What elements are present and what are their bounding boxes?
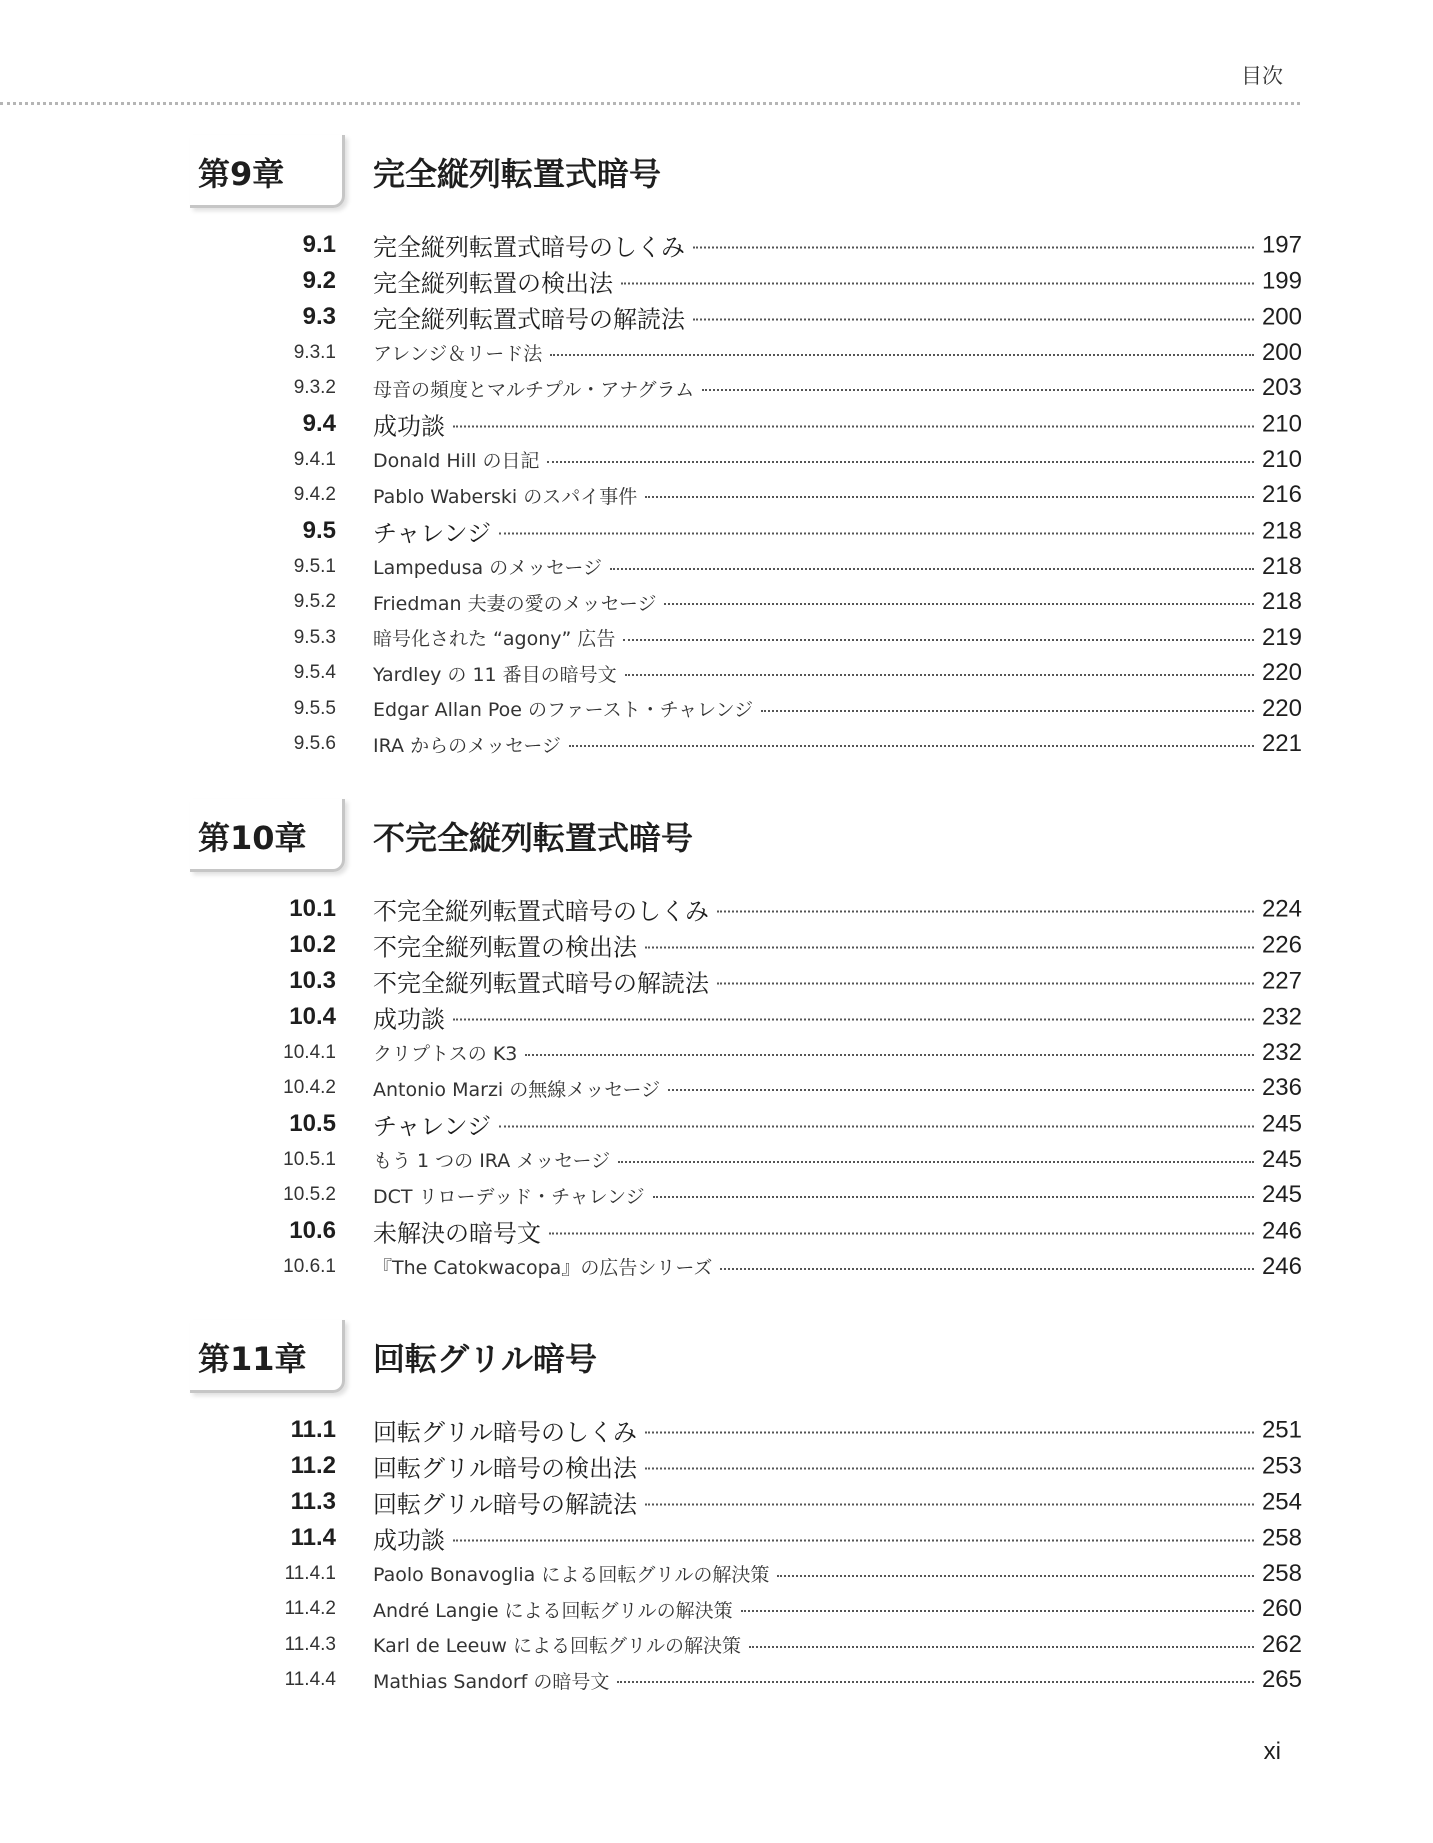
toc-section-entry[interactable] [190, 1106, 1302, 1142]
dot-leader [499, 1125, 1254, 1127]
dot-leader [453, 425, 1254, 427]
chapter-heading [190, 135, 1302, 209]
toc-section-entry[interactable] [190, 406, 1302, 442]
entry-number: 10.2 [289, 931, 336, 958]
entry-number: 9.5.2 [293, 591, 336, 613]
entry-page-number: 232 [1261, 1038, 1302, 1066]
toc-subsection-entry[interactable] [190, 585, 1302, 621]
entry-page-number: 216 [1261, 481, 1302, 509]
entry-number: 9.3 [302, 303, 336, 330]
entry-line [373, 1253, 1302, 1281]
entry-line [373, 1449, 1302, 1484]
entry-number: 10.5.1 [283, 1148, 336, 1170]
entry-line [373, 928, 1302, 963]
entry-line [373, 964, 1302, 999]
entry-page-number: 258 [1261, 1524, 1302, 1551]
entry-number: 11.3 [290, 1488, 336, 1515]
entry-page-number: 218 [1261, 588, 1302, 616]
dot-leader [717, 982, 1254, 984]
entry-line [373, 1146, 1302, 1174]
dot-leader [623, 639, 1254, 641]
chapter-label: 第10章 [198, 819, 307, 857]
chapter-label: 第9章 [198, 155, 285, 193]
dot-leader [761, 710, 1254, 712]
entry-number: 11.4.1 [284, 1562, 336, 1584]
toc-subsection-entry[interactable] [190, 620, 1302, 656]
toc-subsection-entry[interactable] [190, 335, 1302, 371]
entry-title: André Langie による回転グリルの解決策 [373, 1599, 733, 1622]
toc-subsection-entry[interactable] [190, 1249, 1302, 1285]
entry-page-number: 251 [1261, 1416, 1302, 1443]
entry-line [373, 300, 1302, 335]
dot-leader [645, 1467, 1254, 1469]
toc-section-entry[interactable] [190, 1213, 1302, 1249]
dot-leader [717, 910, 1254, 912]
toc-subsection-entry[interactable] [190, 691, 1302, 727]
entry-line [373, 1039, 1302, 1067]
entry-number: 9.5.4 [293, 662, 336, 684]
toc-section-entry[interactable] [190, 1484, 1302, 1520]
entry-number: 11.4 [290, 1524, 336, 1551]
entry-page-number: 221 [1261, 730, 1302, 758]
entry-line [373, 481, 1302, 509]
entry-line [373, 1107, 1302, 1142]
dot-leader [550, 354, 1254, 356]
toc-section-entry[interactable] [190, 999, 1302, 1035]
dot-leader [668, 1089, 1254, 1091]
chapter-heading [190, 799, 1302, 873]
entry-line [373, 1560, 1302, 1588]
entry-number: 9.3.1 [293, 341, 336, 363]
entry-page-number: 232 [1261, 1003, 1302, 1030]
entry-line [373, 624, 1302, 652]
page-number: xi [1263, 1738, 1281, 1765]
entry-page-number: 220 [1261, 694, 1302, 722]
entry-title: 未解決の暗号文 [373, 1219, 541, 1248]
header-rule [0, 102, 1300, 105]
entry-title: 不完全縦列転置式暗号のしくみ [373, 897, 709, 926]
dot-leader [453, 1539, 1254, 1541]
entry-number: 9.5.3 [293, 626, 336, 648]
toc-subsection-entry[interactable] [190, 478, 1302, 514]
entry-title: 完全縦列転置式暗号の解読法 [373, 305, 685, 334]
entry-page-number: 262 [1261, 1630, 1302, 1658]
chapter-section [190, 1320, 1302, 1698]
entry-number: 9.1 [302, 231, 336, 258]
chapter-title: 不完全縦列転置式暗号 [373, 819, 694, 857]
entry-line [373, 339, 1302, 367]
entry-title: Lampedusa のメッセージ [373, 557, 603, 580]
entry-number: 10.6.1 [283, 1255, 336, 1277]
entry-title: チャレンジ [373, 1112, 492, 1141]
entry-line [373, 1074, 1302, 1102]
toc-section-entry[interactable] [190, 227, 1302, 263]
toc-section-entry[interactable] [190, 513, 1302, 549]
entry-title: Donald Hill の日記 [373, 450, 540, 473]
entry-number: 9.2 [302, 267, 336, 294]
entry-line [373, 407, 1302, 442]
toc-subsection-entry[interactable] [190, 442, 1302, 478]
entry-page-number: 226 [1261, 931, 1302, 958]
chapter-label-box [190, 799, 345, 872]
entry-number: 10.5 [289, 1110, 336, 1137]
entry-title: 不完全縦列転置の検出法 [373, 933, 637, 962]
toc-section-entry[interactable] [190, 263, 1302, 299]
dot-leader [693, 318, 1254, 320]
entry-number: 9.5.5 [293, 697, 336, 719]
entry-line [373, 695, 1302, 723]
toc-section-entry[interactable] [190, 891, 1302, 927]
dot-leader [569, 745, 1254, 747]
entry-number: 9.3.2 [293, 377, 336, 399]
entry-number: 10.5.2 [283, 1184, 336, 1206]
entry-number: 10.6 [289, 1217, 336, 1244]
entry-page-number: 227 [1261, 967, 1302, 994]
entry-line [373, 514, 1302, 549]
entry-number: 9.5 [302, 517, 336, 544]
dot-leader [645, 496, 1254, 498]
dot-leader [702, 389, 1254, 391]
toc-subsection-entry[interactable] [190, 1071, 1302, 1107]
entry-title: 成功談 [373, 1526, 445, 1555]
dot-leader [547, 461, 1253, 463]
entry-title: Karl de Leeuw による回転グリルの解決策 [373, 1635, 741, 1658]
entry-page-number: 245 [1261, 1145, 1302, 1173]
entry-title: 成功談 [373, 1005, 445, 1034]
entry-number: 11.4.3 [284, 1633, 336, 1655]
entry-page-number: 199 [1261, 267, 1302, 294]
entry-title: 暗号化された “agony” 広告 [373, 628, 616, 651]
dot-leader [645, 946, 1254, 948]
entry-title: 完全縦列転置式暗号のしくみ [373, 233, 685, 262]
entry-page-number: 220 [1261, 659, 1302, 687]
entry-page-number: 265 [1261, 1666, 1302, 1694]
dot-leader [617, 1681, 1254, 1683]
chapter-label: 第11章 [198, 1340, 307, 1378]
entry-page-number: 218 [1261, 552, 1302, 580]
entry-title: 完全縦列転置の検出法 [373, 269, 613, 298]
entry-number: 9.5.1 [293, 555, 336, 577]
entry-number: 11.4.2 [284, 1598, 336, 1620]
entry-title: 回転グリル暗号のしくみ [373, 1418, 637, 1447]
entry-line [373, 1413, 1302, 1448]
entry-number: 10.4.1 [283, 1041, 336, 1063]
toc-subsection-entry[interactable] [190, 1035, 1302, 1071]
entry-line [373, 892, 1302, 927]
entry-page-number: 236 [1261, 1074, 1302, 1102]
entry-page-number: 254 [1261, 1488, 1302, 1515]
toc-subsection-entry[interactable] [190, 727, 1302, 763]
entry-title: Yardley の 11 番目の暗号文 [373, 663, 617, 686]
entry-line [373, 588, 1302, 616]
entry-title: Pablo Waberski のスパイ事件 [373, 485, 638, 508]
entry-page-number: 246 [1261, 1217, 1302, 1244]
entry-page-number: 258 [1261, 1559, 1302, 1587]
entry-page-number: 245 [1261, 1110, 1302, 1137]
toc-subsection-entry[interactable] [190, 1592, 1302, 1628]
entry-line [373, 1666, 1302, 1694]
entry-page-number: 203 [1261, 374, 1302, 402]
entry-title: アレンジ＆リード法 [373, 343, 543, 366]
dot-leader [621, 282, 1254, 284]
entry-number: 9.4.2 [293, 484, 336, 506]
toc-section-entry[interactable] [190, 927, 1302, 963]
toc-section-entry[interactable] [190, 1520, 1302, 1556]
entry-number: 10.3 [289, 967, 336, 994]
toc-section-entry[interactable] [190, 1412, 1302, 1448]
dot-leader [741, 1610, 1254, 1612]
dot-leader [453, 1018, 1254, 1020]
entry-line [373, 1000, 1302, 1035]
chapter-title: 完全縦列転置式暗号 [373, 155, 662, 193]
entry-line [373, 1631, 1302, 1659]
toc-subsection-entry[interactable] [190, 1178, 1302, 1214]
entry-title: Edgar Allan Poe のファースト・チャレンジ [373, 699, 754, 722]
entry-title: 『The Catokwacopa』の広告シリーズ [373, 1257, 713, 1280]
entry-number: 11.4.4 [284, 1669, 336, 1691]
chapter-label-box [190, 135, 345, 208]
entry-page-number: 224 [1261, 895, 1302, 922]
entry-title: 不完全縦列転置式暗号の解読法 [373, 969, 709, 998]
entry-title: もう 1 つの IRA メッセージ [373, 1150, 611, 1173]
entry-line [373, 446, 1302, 474]
entry-title: 母音の頻度とマルチプル・アナグラム [373, 378, 695, 401]
entry-line [373, 1181, 1302, 1209]
dot-leader [664, 603, 1253, 605]
entry-title: IRA からのメッセージ [373, 734, 561, 757]
dot-leader [625, 674, 1254, 676]
toc-subsection-entry[interactable] [190, 1663, 1302, 1699]
entry-page-number: 210 [1261, 445, 1302, 473]
entry-page-number: 210 [1261, 410, 1302, 437]
entry-number: 9.4.1 [293, 448, 336, 470]
entry-title: Friedman 夫妻の愛のメッセージ [373, 592, 657, 615]
dot-leader [777, 1575, 1254, 1577]
entry-title: DCT リローデッド・チャレンジ [373, 1185, 645, 1208]
entry-page-number: 200 [1261, 303, 1302, 330]
dot-leader [645, 1431, 1254, 1433]
entry-number: 10.1 [289, 895, 336, 922]
dot-leader [549, 1232, 1254, 1234]
dot-leader [610, 568, 1254, 570]
entry-line [373, 553, 1302, 581]
entry-line [373, 1485, 1302, 1520]
entry-line [373, 228, 1302, 263]
dot-leader [618, 1161, 1254, 1163]
entry-title: Mathias Sandorf の暗号文 [373, 1670, 610, 1693]
toc-subsection-entry[interactable] [190, 1627, 1302, 1663]
toc-section-entry[interactable] [190, 963, 1302, 999]
chapter-section [190, 135, 1302, 762]
entry-line [373, 374, 1302, 402]
entry-page-number: 246 [1261, 1252, 1302, 1280]
toc-section-entry[interactable] [190, 1448, 1302, 1484]
entry-page-number: 200 [1261, 338, 1302, 366]
entry-page-number: 197 [1261, 231, 1302, 258]
toc-subsection-entry[interactable] [190, 371, 1302, 407]
toc-section-entry[interactable] [190, 299, 1302, 335]
dot-leader [525, 1054, 1254, 1056]
running-head: 目次 [1241, 64, 1283, 88]
entry-title: 回転グリル暗号の解読法 [373, 1490, 637, 1519]
entry-number: 11.2 [290, 1452, 336, 1479]
entry-title: チャレンジ [373, 519, 492, 548]
entry-page-number: 253 [1261, 1452, 1302, 1479]
toc-subsection-entry[interactable] [190, 1142, 1302, 1178]
dot-leader [720, 1268, 1254, 1270]
dot-leader [645, 1503, 1254, 1505]
entry-title: クリプトスの K3 [373, 1043, 518, 1066]
entry-page-number: 260 [1261, 1595, 1302, 1623]
toc-subsection-entry[interactable] [190, 1556, 1302, 1592]
entry-line [373, 1214, 1302, 1249]
entry-number: 10.4 [289, 1003, 336, 1030]
chapter-title: 回転グリル暗号 [373, 1340, 598, 1378]
entry-page-number: 245 [1261, 1181, 1302, 1209]
chapter-heading [190, 1320, 1302, 1394]
entry-line [373, 730, 1302, 758]
entry-number: 9.4 [302, 410, 336, 437]
dot-leader [749, 1646, 1254, 1648]
entry-line [373, 264, 1302, 299]
dot-leader [693, 246, 1254, 248]
dot-leader [499, 532, 1254, 534]
entry-page-number: 218 [1261, 517, 1302, 544]
entry-number: 11.1 [290, 1416, 336, 1443]
entry-number: 9.5.6 [293, 733, 336, 755]
entry-title: Paolo Bonavoglia による回転グリルの解決策 [373, 1564, 770, 1587]
chapter-section [190, 799, 1302, 1285]
entry-line [373, 1521, 1302, 1556]
entry-title: Antonio Marzi の無線メッセージ [373, 1078, 661, 1101]
entry-title: 成功談 [373, 412, 445, 441]
chapter-label-box [190, 1320, 345, 1393]
dot-leader [653, 1196, 1254, 1198]
entry-page-number: 219 [1261, 623, 1302, 651]
toc-subsection-entry[interactable] [190, 656, 1302, 692]
entry-line [373, 1595, 1302, 1623]
entry-title: 回転グリル暗号の検出法 [373, 1454, 637, 1483]
toc-subsection-entry[interactable] [190, 549, 1302, 585]
entry-number: 10.4.2 [283, 1077, 336, 1099]
entry-line [373, 659, 1302, 687]
